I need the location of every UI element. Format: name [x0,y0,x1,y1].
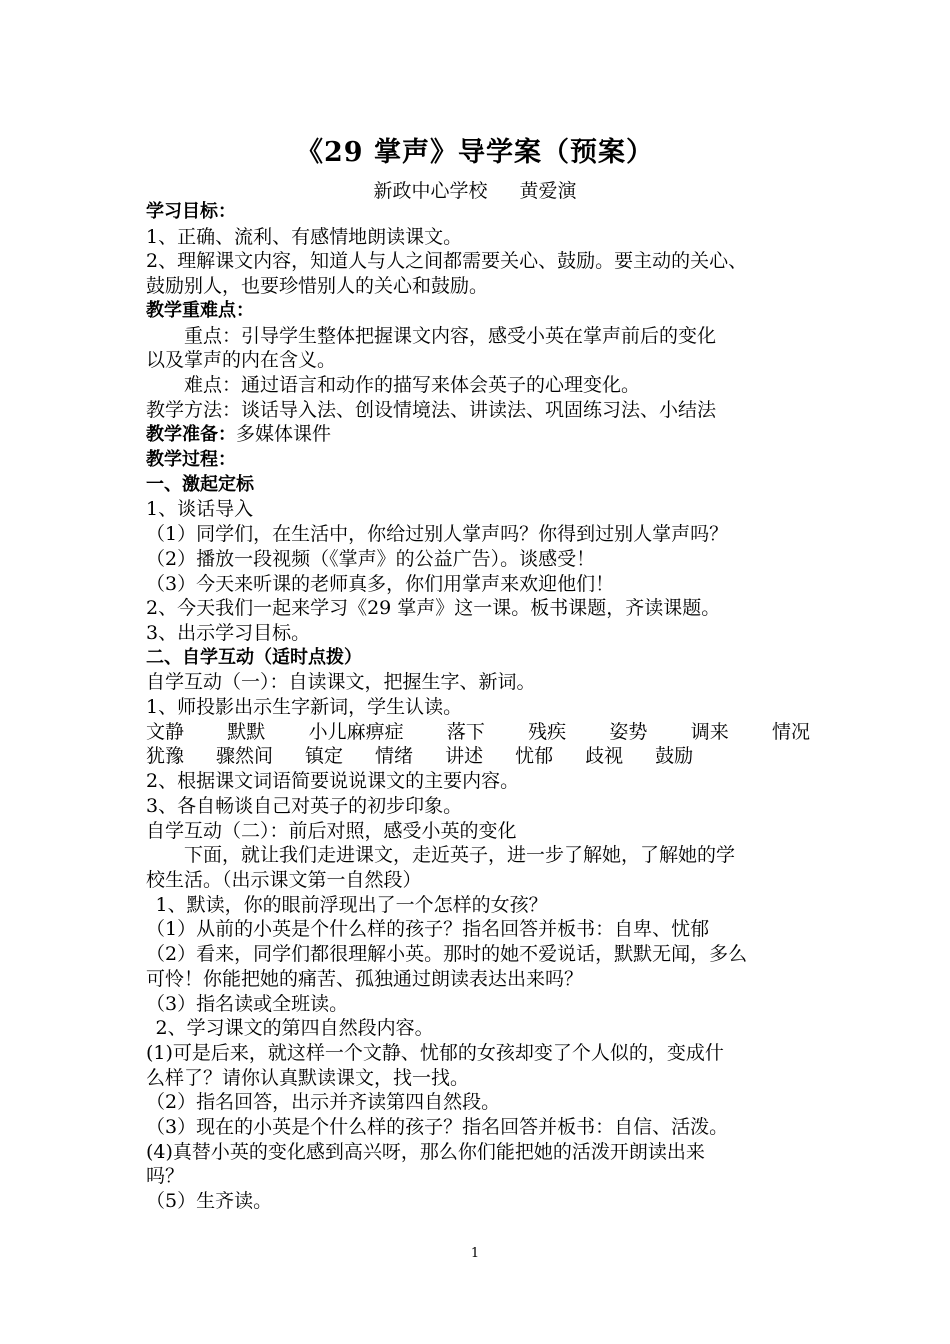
paragraph: 重点：引导学生整体把握课文内容，感受小英在掌声前后的变化 [184,324,717,347]
vocab-row-2 [146,744,810,769]
document-body [146,200,810,1214]
paragraph: （3）今天来听课的老师真多，你们用掌声来欢迎他们！ [146,572,615,595]
paragraph: （2）播放一段视频（《掌声》的公益广告）。谈感受！ [146,547,596,570]
school-name: 新政中心学校 [373,180,488,202]
paragraph: 2、根据课文词语简要说说课文的主要内容。 [146,770,520,793]
paragraph: 3、各自畅谈自己对英子的初步印象。 [146,794,463,817]
paragraph: 可怜！你能把她的痛苦、孤独通过朗读表达出来吗？ [146,967,584,990]
paragraph: (4)真替小英的变化感到高兴呀，那么你们能把她的活泼开朗读出来 [146,1140,705,1163]
paragraph: 1、默读，你的眼前浮现出了一个怎样的女孩？ [155,893,548,916]
vocab-word: 调来 [690,720,729,743]
paragraph: 2、今天我们一起来学习《29 掌声》这一课。板书课题，齐读课题。 [146,597,721,620]
paragraph: （1）从前的小英是个什么样的孩子？指名回答并板书：自卑、忧郁 [146,918,710,941]
page-number: 1 [470,1246,480,1261]
paragraph: 吗？ [146,1165,185,1188]
prep-value: 多媒体课件 [236,423,332,446]
vocab-word: 文静 [146,720,185,743]
vocab-word: 落下 [446,720,485,743]
teaching-prep-line [146,422,810,448]
vocab-word: 姿势 [609,720,648,743]
heading-prep: 教学准备： [146,424,236,446]
section-heading-2: 二、自学互动（适时点拨） [146,646,362,668]
paragraph: （5）生齐读。 [146,1190,273,1213]
paragraph: （3）指名读或全班读。 [146,992,349,1015]
paragraph: 1、正确、流利、有感情地朗读课文。 [146,225,463,248]
paragraph: 以及掌声的内在含义。 [146,349,337,372]
vocab-word: 小儿麻痹症 [308,720,404,743]
vocab-word: 骤然间 [216,745,274,768]
vocab-word: 情况 [771,720,810,743]
paragraph: 鼓励别人，也要珍惜别人的关心和鼓励。 [146,275,489,298]
vocab-word: 情绪 [375,745,414,768]
author-name: 黄爱演 [519,180,577,202]
vocab-word: 讲述 [445,745,484,768]
vocab-word: 鼓励 [655,745,694,768]
paragraph: 1、谈话导入 [146,498,254,521]
paragraph: 1、师投影出示生字新词，学生认读。 [146,696,463,719]
section-heading-1: 一、激起定标 [146,473,254,495]
document-subtitle [0,176,950,203]
heading-process: 教学过程： [146,449,236,471]
paragraph: 难点：通过语言和动作的描写来体会英子的心理变化。 [184,373,641,396]
vocab-row-1 [146,720,810,745]
vocab-word: 镇定 [305,745,344,768]
paragraph: 3、出示学习目标。 [146,621,311,644]
paragraph: （2）指名回答，出示并齐读第四自然段。 [146,1091,501,1114]
paragraph: （2）看来，同学们都很理解小英。那时的她不爱说话，默默无闻，多么 [146,943,748,966]
paragraph: 自学互动（二）：前后对照，感受小英的变化 [146,819,517,842]
paragraph: （1）同学们，在生活中，你给过别人掌声吗？你得到过别人掌声吗？ [146,523,729,546]
heading-key-points: 教学重难点： [146,299,254,321]
vocab-word: 忧郁 [515,745,554,768]
paragraph: 2、学习课文的第四自然段内容。 [155,1017,434,1040]
document-title: 《29 掌声》导学案（预案） [296,137,654,168]
vocab-word: 歧视 [585,745,624,768]
vocab-word: 默默 [227,720,266,743]
paragraph: 自学互动（一）：自读课文，把握生字、新词。 [146,671,536,694]
paragraph: 下面，就让我们走进课文，走近英子，进一步了解她，了解她的学 [184,844,736,867]
paragraph: 2、理解课文内容，知道人与人之间都需要关心、鼓励。要主动的关心、 [146,250,748,273]
paragraph: 么样了？请你认真默读课文，找一找。 [146,1066,470,1089]
heading-objectives: 学习目标： [146,201,236,222]
vocab-word: 残疾 [528,720,567,743]
paragraph: （3）现在的小英是个什么样的孩子？指名回答并板书：自信、活泼。 [146,1116,729,1139]
paragraph: 校生活。（出示课文第一自然段） [146,868,422,891]
paragraph: (1)可是后来，就这样一个文静、忧郁的女孩却变了个人似的，变成什 [146,1041,724,1064]
paragraph: 教学方法：谈话导入法、创设情境法、讲读法、巩固练习法、小结法 [146,398,717,421]
vocab-word: 犹豫 [146,745,185,768]
